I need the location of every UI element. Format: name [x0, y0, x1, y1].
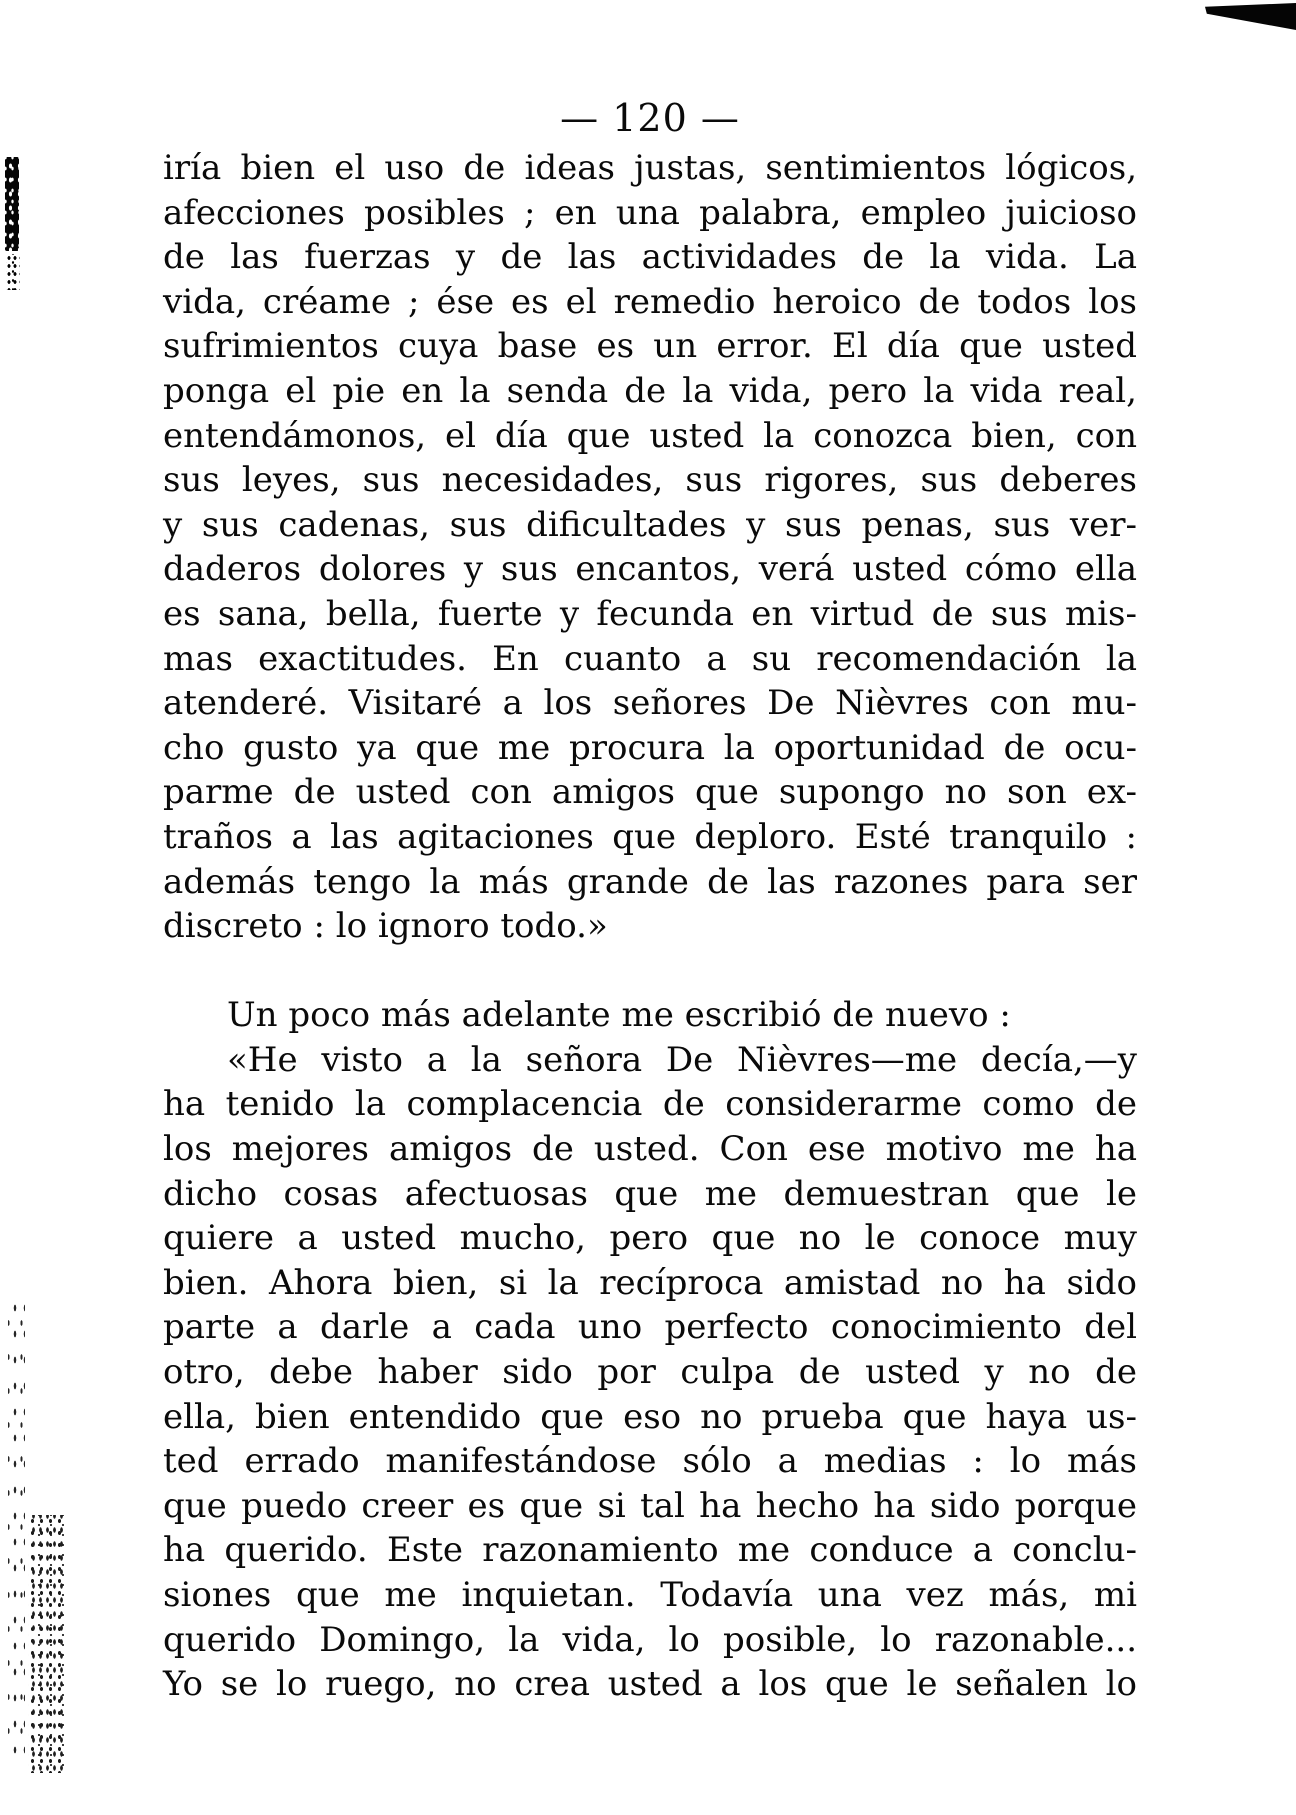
text-line: es sana, bella, fuerte y fecunda en virtud de sus mis-: [163, 593, 1137, 634]
scan-speckles-bottom-left: [8, 1295, 25, 1760]
text-block: [163, 146, 1137, 1707]
text-line: que puedo creer es que si tal ha hecho ha sido porque: [163, 1485, 1137, 1526]
text-line: «He visto a la señora De Nièvres—me decía,—y: [227, 1039, 1137, 1080]
text-line: y sus cadenas, sus dificultades y sus penas, sus ver-: [163, 504, 1137, 545]
text-line: bien. Ahora bien, si la recíproca amistad no ha sido: [163, 1262, 1137, 1303]
text-line: iría bien el uso de ideas justas, sentimientos lógicos,: [163, 148, 1137, 188]
text-line: dicho cosas afectuosas que me demuestran que le: [163, 1173, 1137, 1214]
text-line: sus leyes, sus necesidades, sus rigores, sus deberes: [163, 460, 1137, 501]
text-line: mas exactitudes. En cuanto a su recomendación la: [163, 638, 1137, 679]
text-line: ha querido. Este razonamiento me conduce a conclu-: [163, 1530, 1137, 1571]
paragraph: [163, 1038, 1137, 1707]
text-line: vida, créame ; ése es el remedio heroico de todos los: [163, 281, 1137, 322]
text-line: querido Domingo, la vida, lo posible, lo razonable...: [163, 1619, 1137, 1660]
text-line: los mejores amigos de usted. Con ese motivo me ha: [163, 1129, 1137, 1170]
text-line: cho gusto ya que me procura la oportunidad de ocu-: [163, 727, 1137, 768]
text-line: ponga el pie en la senda de la vida, pero la vida real,: [163, 370, 1137, 411]
text-line: discreto : lo ignoro todo.»: [163, 906, 608, 947]
scan-mark-top-right: [1205, 3, 1296, 30]
text-line: de las fuerzas y de las actividades de la vida. La: [163, 237, 1137, 278]
text-line: ella, bien entendido que eso no prueba que haya us-: [163, 1396, 1137, 1437]
scan-speckles-bottom-left-2: [28, 1515, 64, 1773]
paragraph: [163, 993, 1137, 1038]
text-line: quiere a usted mucho, pero que no le conoce muy: [163, 1218, 1137, 1259]
scan-smudge-left: [5, 157, 19, 251]
text-line: sufrimientos cuya base es un error. El día que usted: [163, 326, 1137, 367]
text-line: parte a darle a cada uno perfecto conocimiento del: [163, 1307, 1137, 1348]
text-line: Yo se lo ruego, no crea usted a los que le señalen lo: [163, 1664, 1137, 1705]
scan-smudge-left-tail: [6, 254, 20, 290]
paragraph: [163, 146, 1137, 949]
text-line: otro, debe haber sido por culpa de usted y no de: [163, 1352, 1137, 1393]
page-number: — 120 —: [560, 96, 740, 140]
text-line: además tengo la más grande de las razones para ser: [163, 861, 1137, 902]
text-line: afecciones posibles ; en una palabra, empleo juicioso: [163, 192, 1137, 233]
text-line: siones que me inquietan. Todavía una vez más, mi: [163, 1575, 1137, 1615]
text-line: daderos dolores y sus encantos, verá usted cómo ella: [163, 549, 1137, 590]
text-line: entendámonos, el día que usted la conozca bien, con: [163, 415, 1137, 456]
text-line: ted errado manifestándose sólo a medias : lo más: [163, 1441, 1137, 1482]
text-line: traños a las agitaciones que deploro. Esté tranquilo :: [163, 816, 1137, 857]
text-line: ha tenido la complacencia de considerarme como de: [163, 1084, 1137, 1125]
text-line: atenderé. Visitaré a los señores De Nièvres con mu-: [163, 683, 1137, 724]
text-line: Un poco más adelante me escribió de nuevo :: [227, 995, 1011, 1036]
text-line: parme de usted con amigos que supongo no son ex-: [163, 772, 1137, 813]
